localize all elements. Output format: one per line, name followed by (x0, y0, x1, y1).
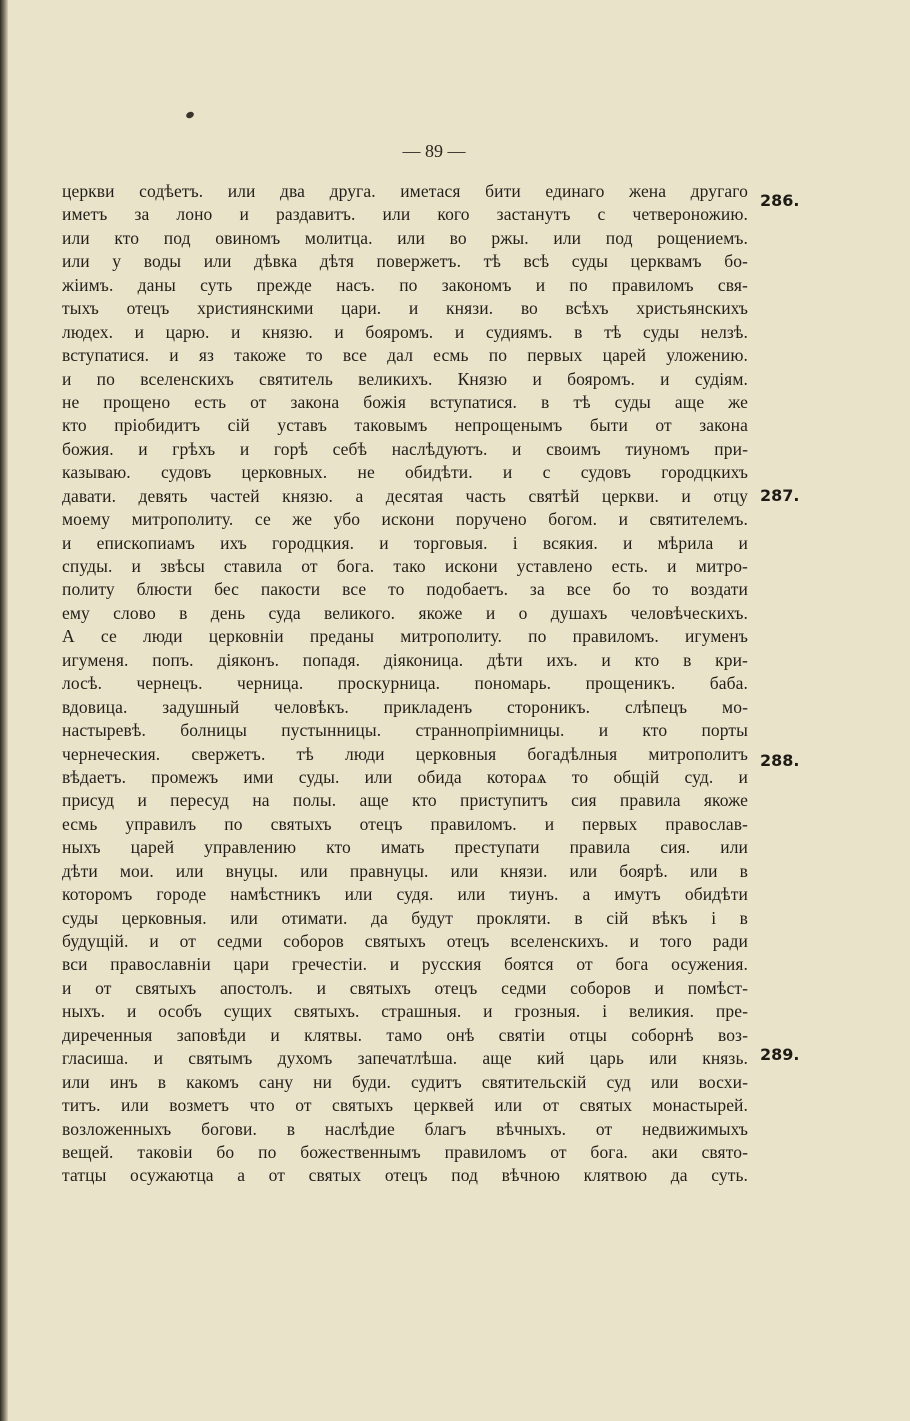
margin-note-289: 289. (760, 1045, 800, 1064)
margin-note-286: 286. (760, 191, 800, 210)
text-line: моему митрополиту. се же убо искони поручено богом. и святителемъ. (62, 509, 748, 530)
text-line: ныхъ царей управлению кто имать преступати правила сия. или (62, 837, 748, 858)
text-line: гласиша. и святымъ духомъ запечатлѣша. аще кий царь или князь. (62, 1048, 748, 1069)
text-line: татцы осужаютца а от святых отецъ под вѣчною клятвою да суть. (62, 1165, 748, 1186)
text-line: настыревѣ. болницы пустынницы. страннопріимницы. и кто порты (62, 720, 748, 741)
text-line: возложенныхъ богови. в наслѣдие благъ вѣчныхъ. от недвижимыхъ (62, 1118, 748, 1139)
text-line: ему слово в день суда великого. якоже и о душахъ человѣческихъ. (62, 602, 748, 623)
text-line: дѣти мои. или внуцы. или правнуцы. или князи. или боярѣ. или в (62, 860, 748, 881)
text-line: и по вселенскихъ святитель великихъ. Князю и бояромъ. и судіям. (62, 368, 748, 389)
text-line: А се люди церковніи преданы митрополиту. по правиломъ. игуменъ (62, 626, 748, 647)
body-text (62, 180, 748, 1188)
text-line: вѣдаетъ. промежъ ими суды. или обида котораѧ то общій суд. и (62, 766, 748, 787)
text-line: людех. и царю. и князю. и бояромъ. и судиямъ. в тѣ суды нелзѣ. (62, 321, 748, 342)
text-line: вдовица. задушный человѣкъ. прикладенъ стороникъ. слѣпецъ мо- (62, 696, 748, 717)
text-line: присуд и пересуд на полы. аще кто приступитъ сия правила якоже (62, 790, 748, 811)
margin-note-288: 288. (760, 751, 800, 770)
text-line: иметъ за лоно и раздавитъ. или кого застанутъ с четвероножию. (62, 204, 748, 225)
text-line: вступатися. и яз такожe то все дал есмь по первых царей уложению. (62, 345, 748, 366)
text-line: вси православніи цари гречестіи. и русския боятся от бога осужения. (62, 954, 748, 975)
text-line: или у воды или дѣвка дѣтя повержетъ. тѣ всѣ суды церквамъ бо- (62, 251, 748, 272)
margin-note-287: 287. (760, 486, 800, 505)
text-line: и от святыхъ апостолъ. и святыхъ отецъ седми соборов и помѣст- (62, 977, 748, 998)
text-line: не прощено есть от закона божія вступатися. в тѣ суды аще же (62, 391, 748, 412)
text-line: жіимъ. даны суть прежде насъ. по закономъ и по правиломъ свя- (62, 274, 748, 295)
text-line: игуменя. попъ. діяконъ. попадя. діяконица. дѣти ихъ. и кто в кри- (62, 649, 748, 670)
text-line: чернеческия. свержетъ. тѣ люди церковныя богадѣлныя митрополитъ (62, 743, 748, 764)
text-line: спуды. и звѣсы ставила от бога. тако искони уставлено есть. и митро- (62, 556, 748, 576)
ink-speck (185, 111, 195, 120)
text-line: тыхъ отецъ християнскими цари. и князи. во всѣхъ христьянскихъ (62, 298, 748, 319)
text-line: которомъ городе намѣстникъ или судя. или тиунъ. а имутъ обидѣти (62, 884, 748, 905)
text-line: титъ. или возметъ что от святыхъ церквей или от святых монастырей. (62, 1095, 748, 1116)
text-line: давати. девять частей князю. а десятая часть святѣй церкви. и отцу (62, 485, 748, 506)
text-line: есмь управилъ по святыхъ отецъ правиломъ. и первых православ- (62, 813, 748, 834)
text-line: церкви содѣетъ. или два друга. иметася бити единаго жена другаго (62, 181, 748, 201)
text-line: политу блюсти бес пакости все то подобаетъ. за все бо то воздати (62, 579, 748, 600)
text-line: и епископиамъ ихъ городцкия. и торговыя. і всякия. и мѣрила и (62, 532, 748, 553)
text-line: божия. и грѣхъ и горѣ себѣ наслѣдуютъ. и своимъ тиуномъ при- (62, 438, 748, 459)
page-edge-shadow (0, 0, 8, 1421)
page-number: — 89 — (402, 141, 466, 161)
text-line: ныхъ. и особъ сущих святыхъ. страшныя. и грозныя. і великия. пре- (62, 1001, 748, 1022)
text-line: вещей. таковіи бо по божественнымъ правиломъ от бога. аки свято- (62, 1141, 748, 1162)
text-line: или инъ в какомъ сану ни буди. судитъ святительскій суд или восхи- (62, 1071, 748, 1092)
text-line: или кто под овиномъ молитца. или во ржы. или под рощениемъ. (62, 227, 748, 248)
text-line: казываю. судовъ церковных. не обидѣти. и с судовъ городцкихъ (62, 462, 748, 483)
text-line: суды церковныя. или отимати. да будут прокляти. в сій вѣкъ і в (62, 907, 748, 928)
text-line: будущій. и от седми соборов святыхъ отецъ вселенскихъ. и того ради (62, 931, 748, 951)
text-line: диреченныя заповѣди и клятвы. тамо онѣ святіи отцы соборнѣ воз- (62, 1024, 748, 1045)
text-line: кто пріобидитъ сій уставъ таковымъ непрощенымъ быти от закона (62, 415, 748, 436)
text-line: лосѣ. чернецъ. черница. проскурница. пономарь. прощеникъ. баба. (62, 673, 748, 694)
